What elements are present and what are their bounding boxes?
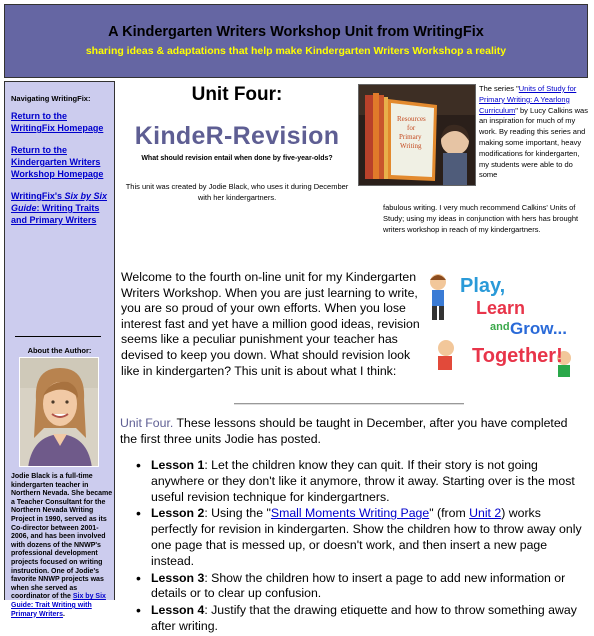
unit-credit: This unit was created by Jodie Black, who uses it during December with her kindergartners. — [125, 182, 349, 202]
unit-summary — [120, 415, 580, 447]
intro-paragraph: Welcome to the fourth on-line unit for my Kindergarten Writers Workshop. When you are just learning to write, you are so proud of your own efforts. When you lose interest fast and yet have a million good ideas, revision seems like a peculiar punishment your teacher has devised to keep you down. What should revision look like in kindergarten? This unit is about what I think: — [121, 270, 420, 378]
list-item — [136, 506, 582, 569]
clipart-learn: Learn — [476, 298, 526, 318]
lesson-label: Lesson 1 — [151, 458, 205, 472]
lesson-text: ) works perfectly for revision in kindergarten. Show the children how to throw away only one page that is messed up, or doesn't work, and then insert a new page instead. — [151, 506, 582, 568]
author-bio — [11, 473, 113, 619]
unit-heading: Unit Four: — [191, 84, 283, 105]
series-text-bottom: fabulous writing. I very much recommend Calkins' Units of Study; using my ideas in conjunction with hers has brought writers workshop in reach of my kindergartners. — [383, 203, 579, 234]
author-photo — [19, 357, 99, 467]
unit-question: What should revision entail when done by five-year-olds? — [141, 155, 333, 162]
book-cover-line4: Writing — [400, 142, 422, 150]
unit-name: KindeR-Revision — [134, 122, 340, 150]
six-by-six-bio-link[interactable]: Six by Six Guide: Trait Writing with Primary Writers — [11, 593, 106, 618]
book-cover-line2: for — [407, 124, 416, 132]
page-header — [4, 4, 588, 78]
units-of-study-link[interactable]: Units of Study for Primary Writing: A Yearlong Curriculum — [479, 84, 577, 115]
list-item — [136, 603, 582, 635]
summary-lead: Unit Four. — [120, 416, 174, 430]
clipart-grow: Grow... — [510, 319, 567, 338]
clipart-and: and — [490, 321, 510, 333]
content-divider — [234, 403, 464, 405]
about-author-heading: About the Author: — [27, 346, 92, 355]
book-cover-line1: Resources — [397, 115, 426, 123]
lesson-text: : Let the children know they can quit. If their story is not going anywhere or they don't like it anymore, throw it away. Starting over is the most useful revision technique for kindergartners. — [151, 458, 575, 504]
series-prefix: The series " — [479, 84, 519, 93]
list-item — [136, 458, 582, 505]
lesson-text: : Justify that the drawing etiquette and how to throw something away after writing. — [151, 603, 577, 633]
bio-text: Jodie Black is a full-time kindergarten teacher in Northern Nevada. She became a Teacher Consultant for the Northern Nevada Writing Project in 1990, served as its Co-director between 2001-2006, and has been involved with dozens of the NNWP's professional development projects focused on writing instruction. One of Jodie's favorite NNWP projects was when she served as coordinator of the — [11, 473, 113, 601]
six-guide-italic: Six by Six Guide — [11, 191, 108, 213]
six-by-six-guide-link[interactable] — [11, 190, 111, 226]
lesson-label: Lesson 3 — [151, 570, 205, 585]
six-guide-rest: : Writing Traits and Primary Writers — [11, 203, 100, 225]
lesson-mid: " (from — [429, 506, 470, 521]
bio-end: . — [63, 610, 65, 618]
clipart-play: Play, — [460, 275, 506, 297]
kinder-workshop-home-link[interactable]: Return to the Kindergarten Writers Workshop Homepage — [11, 145, 104, 179]
writingfix-home-link[interactable]: Return to the WritingFix Homepage — [11, 111, 104, 133]
lesson-label: Lesson 2 — [151, 506, 205, 521]
clipart-together: Together! — [472, 345, 563, 367]
page-title: A Kindergarten Writers Workshop Unit from WritingFix — [108, 24, 484, 40]
page-subtitle: sharing ideas & adaptations that help make Kindergarten Writers Workshop a reality — [85, 45, 507, 57]
lesson-text: : Show the children how to insert a page to add new information or details or to clear up confusion. — [151, 570, 566, 601]
sidebar — [4, 81, 115, 618]
summary-text: These lessons should be taught in December, after you have completed the first three units Jodie has posted. — [120, 416, 568, 446]
series-mid: " by Lucy Calkins was an inspiration for much of my work. By reading this series and making some important, heavy modifications for kindergarten, my students were able to do some — [479, 105, 588, 180]
small-moments-link[interactable]: Small Moments Writing Page — [270, 506, 430, 521]
book-cover-line3: Primary — [399, 133, 422, 141]
book-photo — [358, 84, 476, 186]
series-text-top — [479, 84, 589, 181]
six-guide-prefix: WritingFix's — [11, 191, 65, 201]
sidebar-divider — [15, 336, 101, 337]
list-item — [136, 571, 582, 603]
lesson-list — [136, 458, 582, 636]
play-learn-grow-clipart — [420, 268, 580, 378]
nav-heading: Navigating WritingFix: — [11, 94, 91, 103]
unit-2-link[interactable]: Unit 2 — [469, 506, 502, 521]
lesson-pre: : Using the " — [204, 506, 271, 521]
lesson-label: Lesson 4 — [151, 603, 205, 618]
